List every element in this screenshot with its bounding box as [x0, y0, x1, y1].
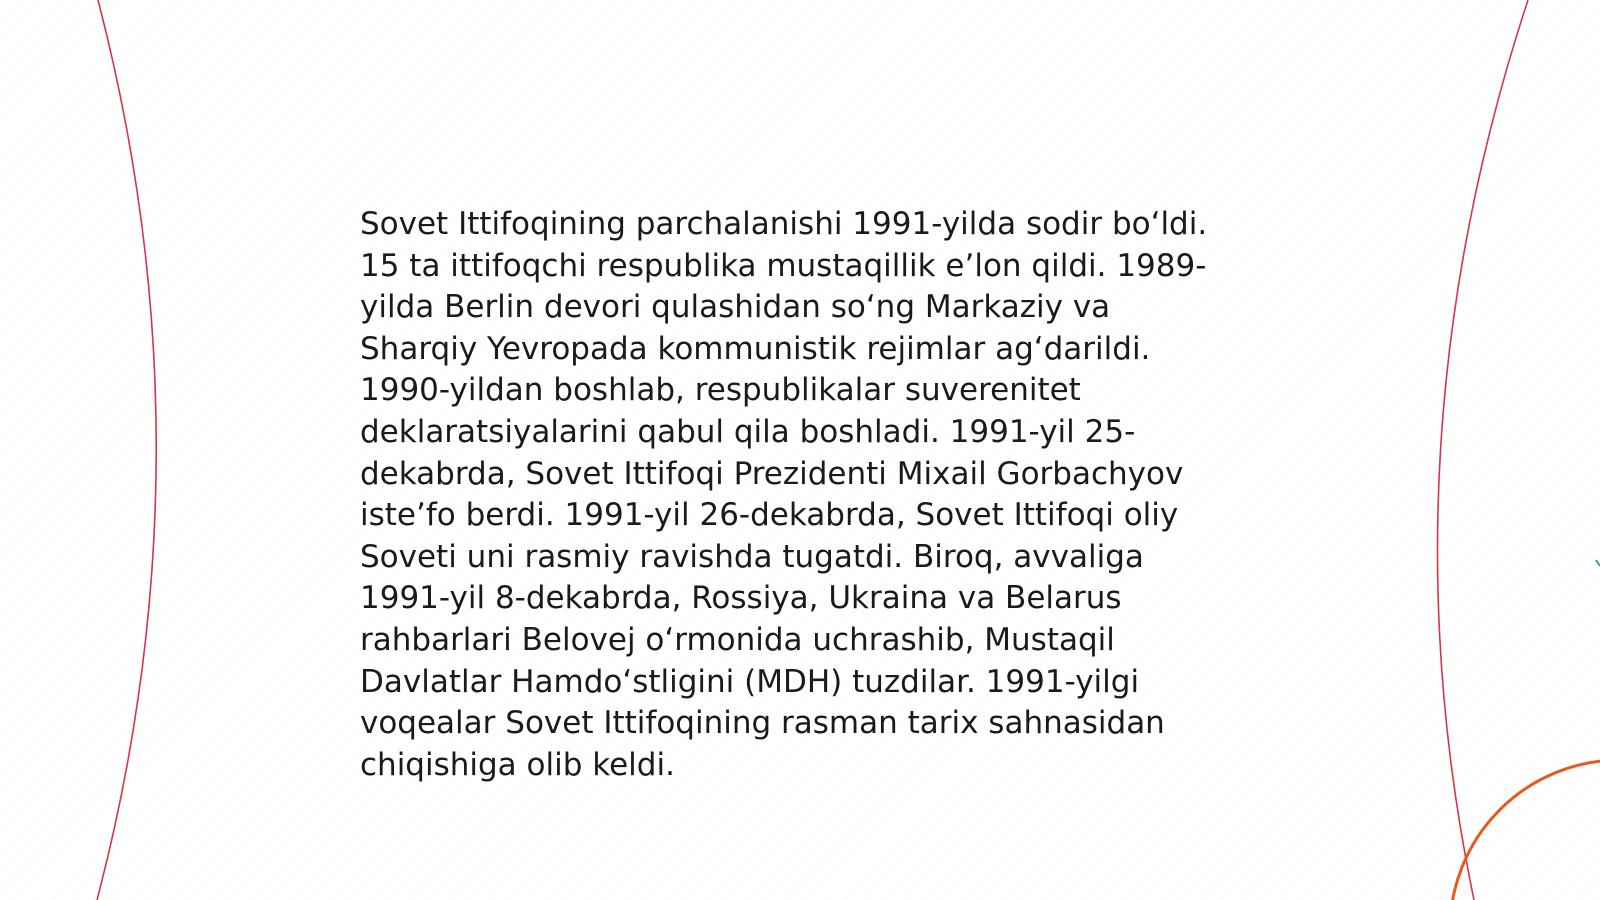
left-curve-line: [97, 0, 156, 900]
orange-arc: [1450, 760, 1600, 900]
green-tick: [1596, 560, 1600, 566]
body-paragraph: Sovet Ittifoqining parchalanishi 1991-yilda sodir bo‘ldi. 15 ta ittifoqchi respublika mustaqillik e’lon qildi. 1989- yilda Berlin devori qulashidan so‘ng Markaziy va Sharqiy Yevropada kommunistik rejimlar ag‘darildi. 1990-yildan boshlab, respublikalar suverenitet deklaratsiyalarini qabul qila boshladi. 1991-yil 25- dekabrda, Sovet Ittifoqi Prezidenti Mixail Gorbachyov iste’fo berdi. 1991-yil 26-dekabrda, Sovet Ittifoqi oliy Soveti uni rasmiy ravishda tugatdi. Biroq, avvaliga 1991-yil 8-dekabrda, Rossiya, Ukraina va Belarus rahbarlari Belovej o‘rmonida uchrashib, Mustaqil Davlatlar Hamdo‘stligini (MDH) tuzdilar. 1991-yilgi voqealar Sovet Ittifoqining rasman tarix sahnasidan chiqishiga olib keldi.: [360, 206, 1208, 783]
right-curve-line: [1437, 0, 1528, 900]
